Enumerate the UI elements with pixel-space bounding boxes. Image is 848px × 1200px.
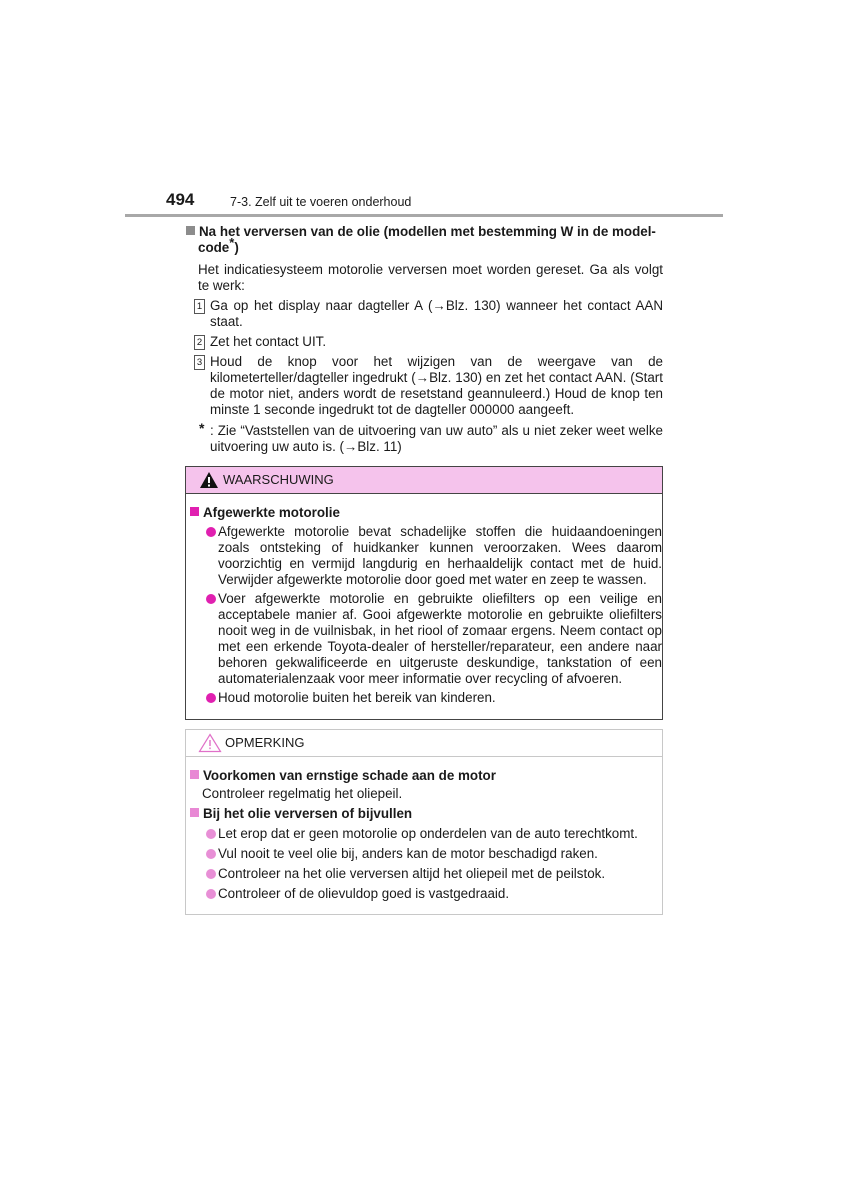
note-body xyxy=(186,757,662,902)
warning-bullet xyxy=(190,591,662,687)
caution-triangle-icon xyxy=(198,733,222,753)
note-bullet xyxy=(190,866,662,882)
pink-dot-icon xyxy=(206,869,216,879)
warning-body xyxy=(186,494,662,706)
step-number-box: 1 xyxy=(194,299,205,314)
pink-dot-icon xyxy=(206,849,216,859)
footnote xyxy=(186,420,663,455)
note-topic-2 xyxy=(190,806,662,822)
note-bullet xyxy=(190,846,662,862)
warning-topic-text: Afgewerkte motorolie xyxy=(203,505,340,520)
intro-text: Het indicatiesysteem motorolie verversen moet worden gereset. Ga als volgt te werk: xyxy=(198,262,663,293)
note-bullet xyxy=(190,886,662,902)
pink-dot-icon xyxy=(206,829,216,839)
note-label: OPMERKING xyxy=(225,735,305,750)
step-text: Houd de knop voor het wijzigen van de weergave van de kilometerteller/dagteller ingedrukt (→Blz. 130) en zet het contact AAN. (Start de motor niet, anders wordt de resetstand geannuleerd.) Houd de knop ten minste 1 seconde ingedrukt tot de dagteller 000000 aangeeft. xyxy=(210,354,663,417)
warning-bullet-text: Afgewerkte motorolie bevat schadelijke stoffen die huidaandoeningen zoals ontsteking of huidkanker kunnen veroorzaken. Wees daarom voorzichtig en vermijd langdurig en herhaaldelijk contact met de huid. Verwijder afgewerkte motorolie door goed met water en zeep te wassen. xyxy=(218,524,662,587)
pink-square-bullet-icon xyxy=(190,507,199,516)
note-box xyxy=(185,729,663,915)
footnote-asterisk: * xyxy=(199,420,205,436)
note-bullet-text: Controleer na het olie verversen altijd het oliepeil met de peilstok. xyxy=(218,866,606,881)
note-bullet xyxy=(190,826,662,842)
note-topic-1-text: Voorkomen van ernstige schade aan de motor xyxy=(203,768,496,783)
step-1 xyxy=(186,298,663,330)
warning-label: WAARSCHUWING xyxy=(223,472,334,487)
step-2 xyxy=(186,334,663,350)
warning-bullet xyxy=(190,524,662,588)
heading-line-1: Na het verversen van de olie (modellen met bestemming W in de model- xyxy=(199,224,656,239)
note-bullet-text: Vul nooit te veel olie bij, anders kan de motor beschadigd raken. xyxy=(218,846,598,861)
pink-square-bullet-icon xyxy=(190,808,199,817)
warning-bullet-text: Voer afgewerkte motorolie en gebruikte oliefilters op een veilige en acceptabele manier af. Gooi afgewerkte motorolie en gebruikte oliefilters nooit weg in de vuilnisbak, in het riool of zomaar ergens. Neem contact op met een erkende Toyota-dealer of hersteller/reparateur, een andere naar behoren gekwalificeerde en uitgeruste deskundige, tankstation of een automaterialenzaak voor meer informatie over recycling of afvoeren. xyxy=(218,591,662,686)
heading-line-2: code xyxy=(198,240,230,255)
pink-dot-icon xyxy=(206,693,216,703)
warning-box xyxy=(185,466,663,720)
step-text: Ga op het display naar dagteller A (→Blz. 130) wanneer het contact AAN staat. xyxy=(210,298,663,329)
step-3 xyxy=(186,354,663,418)
pink-square-bullet-icon xyxy=(190,770,199,779)
warning-triangle-icon xyxy=(199,471,219,489)
note-bullet-text: Controleer of de olievuldop goed is vastgedraaid. xyxy=(218,886,510,901)
warning-topic xyxy=(190,505,662,521)
pink-dot-icon xyxy=(206,594,216,604)
chapter-title: 7-3. Zelf uit te voeren onderhoud xyxy=(230,195,412,209)
header-divider xyxy=(125,214,723,217)
step-number-box: 3 xyxy=(194,355,205,370)
gray-square-bullet-icon xyxy=(186,226,195,235)
note-topic-1 xyxy=(190,768,662,784)
page-number: 494 xyxy=(166,190,195,209)
step-number-box: 2 xyxy=(194,335,205,350)
warning-bullet xyxy=(190,690,662,706)
footnote-text: : Zie “Vaststellen van de uitvoering van uw auto” als u niet zeker weet welke uitvoering uw auto is. (→Blz. 11) xyxy=(210,423,663,454)
heading-asterisk: * xyxy=(229,235,235,250)
warning-header xyxy=(186,467,662,494)
note-bullet-text: Let erop dat er geen motorolie op onderdelen van de auto terechtkomt. xyxy=(218,826,638,841)
warning-bullet-text: Houd motorolie buiten het bereik van kinderen. xyxy=(218,690,496,705)
pink-dot-icon xyxy=(206,889,216,899)
heading-close: ) xyxy=(234,240,239,255)
note-topic-2-text: Bij het olie verversen of bijvullen xyxy=(203,806,413,821)
note-topic-1-body: Controleer regelmatig het oliepeil. xyxy=(202,786,403,801)
oil-reset-section xyxy=(186,224,663,455)
note-header xyxy=(186,730,662,757)
section-heading xyxy=(186,224,663,256)
pink-dot-icon xyxy=(206,527,216,537)
step-text: Zet het contact UIT. xyxy=(210,334,327,349)
